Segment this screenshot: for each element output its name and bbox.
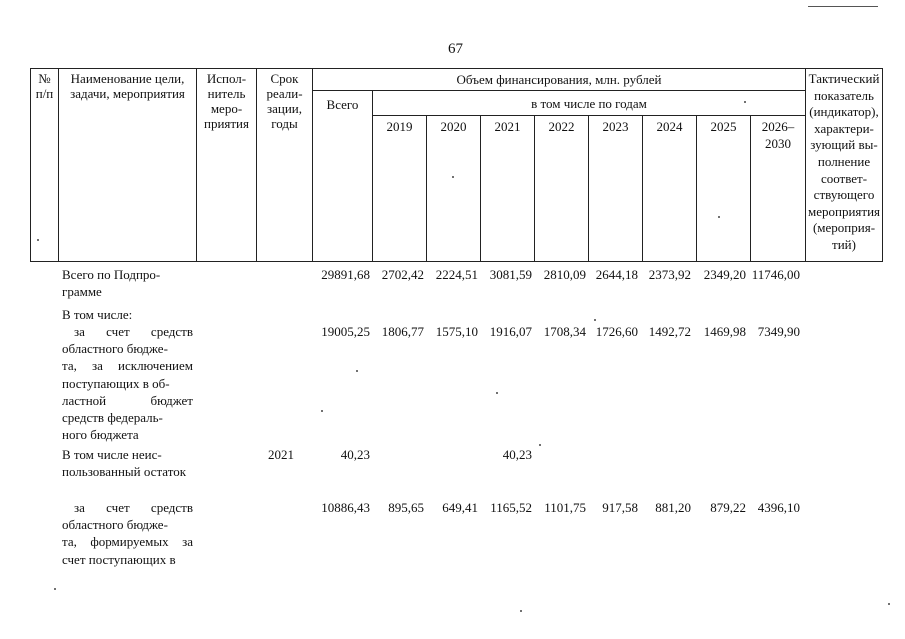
- row-value: 1469,98: [703, 324, 746, 339]
- scan-speck: [594, 319, 596, 321]
- row-value: 881,20: [655, 500, 691, 515]
- row-total: 19005,25: [321, 324, 370, 339]
- scan-speck: [718, 216, 720, 218]
- row-value: 1492,72: [648, 324, 691, 339]
- header-year: 2024: [643, 116, 697, 262]
- scan-speck: [321, 410, 323, 412]
- row-label: за счет средств областного бюдже- та, формируемых за счет поступающих в: [62, 500, 193, 567]
- row-value: 11746,00: [751, 267, 800, 282]
- row-value: 2349,20: [703, 267, 746, 282]
- header-year: 2019: [373, 116, 427, 262]
- row-value: 2373,92: [648, 267, 691, 282]
- header-table: [30, 68, 883, 262]
- row-value: 1726,60: [595, 324, 638, 339]
- scan-speck: [520, 610, 522, 612]
- header-name: Наименование цели, задачи, мероприятия: [59, 69, 197, 262]
- scan-speck: [54, 588, 56, 590]
- row-value: 1575,10: [435, 324, 478, 339]
- header-by-years: в том числе по годам: [373, 91, 806, 116]
- row-value: 1165,52: [490, 500, 532, 515]
- row-value: 895,65: [388, 500, 424, 515]
- scan-speck: [452, 176, 454, 178]
- header-year: 2022: [535, 116, 589, 262]
- page-number: 67: [448, 41, 463, 57]
- header-year: 2020: [427, 116, 481, 262]
- row-total: 10886,43: [321, 500, 370, 515]
- row-value: 2224,51: [435, 267, 478, 282]
- row-total: 40,23: [340, 447, 370, 462]
- scan-speck: [888, 603, 890, 605]
- header-year: 2021: [481, 116, 535, 262]
- header-num: № п/п: [31, 69, 59, 262]
- row-label: за счет средств областного бюдже- та, за исключением поступающих в об- ластной бюджет средств федераль- ного бюджета: [62, 324, 193, 443]
- scan-speck: [37, 239, 39, 241]
- row-value: 40,23: [502, 447, 532, 462]
- row-value: 1101,75: [544, 500, 586, 515]
- row-value: 1916,07: [489, 324, 532, 339]
- top-rule: [808, 6, 878, 7]
- header-executor: Испол- нитель меро- приятия: [197, 69, 257, 262]
- row-value: 2644,18: [595, 267, 638, 282]
- header-year: 2023: [589, 116, 643, 262]
- row-value: 1708,34: [543, 324, 586, 339]
- row-value: 7349,90: [757, 324, 800, 339]
- header-term: Срок реали- зации, годы: [257, 69, 313, 262]
- row-value: 3081,59: [489, 267, 532, 282]
- row-value: 917,58: [602, 500, 638, 515]
- scan-speck: [356, 370, 358, 372]
- scan-speck: [744, 101, 746, 103]
- row-value: 649,41: [442, 500, 478, 515]
- row-term: 2021: [268, 447, 294, 462]
- header-funding: Объем финансирования, млн. рублей: [313, 69, 806, 91]
- row-value: 2810,09: [543, 267, 586, 282]
- row-label: В том числе:: [62, 307, 133, 322]
- header-year: 2025: [697, 116, 751, 262]
- header-total: Всего: [313, 91, 373, 262]
- row-value: 4396,10: [757, 500, 800, 515]
- scan-speck: [539, 444, 541, 446]
- scan-speck: [496, 392, 498, 394]
- header-indicator: Тактический показатель (индикатор), характери- зующий вы- полнение соответ- ствующего мероприятия (мероприя- тий): [806, 69, 883, 262]
- row-total: 29891,68: [321, 267, 370, 282]
- row-label: В том числе неис- пользованный остаток: [62, 447, 187, 480]
- row-label: Всего по Подпро- грамме: [62, 267, 161, 300]
- row-value: 2702,42: [381, 267, 424, 282]
- header-year: 2026– 2030: [751, 116, 806, 262]
- row-value: 879,22: [710, 500, 746, 515]
- row-value: 1806,77: [381, 324, 424, 339]
